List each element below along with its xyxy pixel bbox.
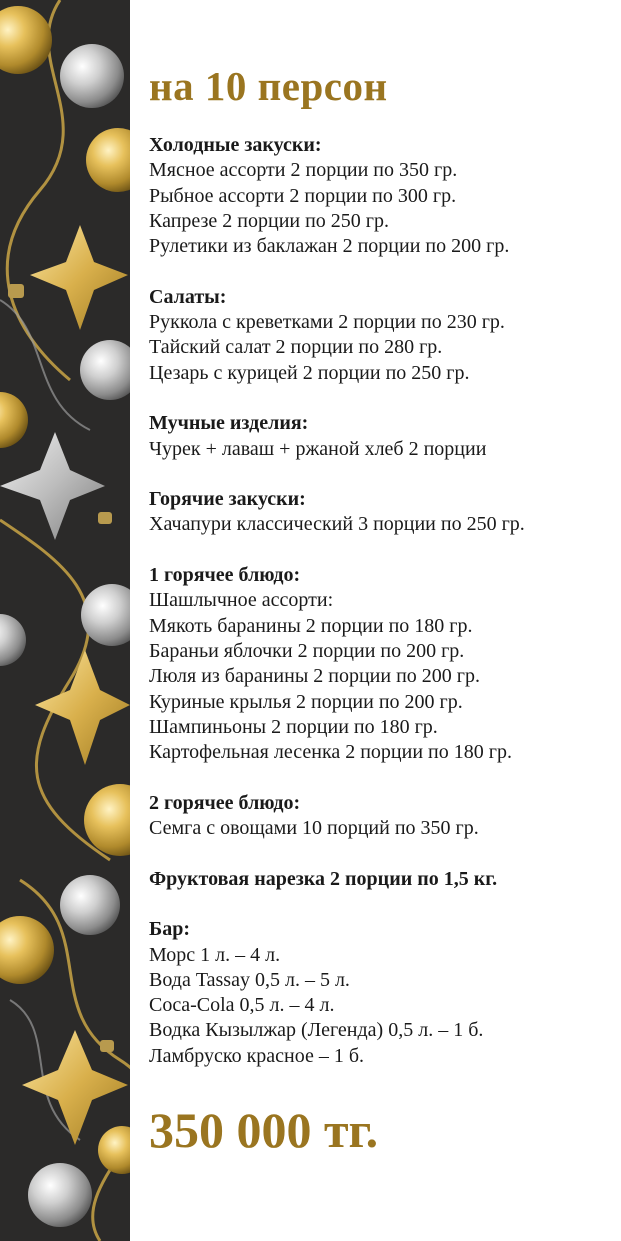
menu-item: Морс 1 л. – 4 л. xyxy=(149,943,281,966)
menu-price: 350 000 тг. xyxy=(149,1102,379,1158)
menu-item: Руккола с креветками 2 порции по 230 гр. xyxy=(149,311,505,334)
menu-section xyxy=(149,487,619,538)
menu-item: Картофельная лесенка 2 порции по 180 гр. xyxy=(149,741,512,764)
menu-section xyxy=(149,917,619,1069)
menu-item: Рыбное ассорти 2 порции по 300 гр. xyxy=(149,184,457,207)
menu-item: Куриные крылья 2 порции по 200 гр. xyxy=(149,690,463,713)
menu-item: Хачапури классический 3 порции по 250 гр. xyxy=(149,513,525,536)
menu-item: Ламбруско красное – 1 б. xyxy=(149,1044,365,1067)
menu-item: Мясное ассорти 2 порции по 350 гр. xyxy=(149,159,458,182)
silver-ball-icon xyxy=(60,44,124,108)
menu-section xyxy=(149,867,619,892)
section-heading: Мучные изделия: xyxy=(149,412,309,435)
christmas-decoration-image xyxy=(0,0,130,1241)
silver-ball-icon xyxy=(28,1163,92,1227)
ornaments-illustration xyxy=(0,0,130,1241)
menu-item: Шашлычное ассорти: xyxy=(149,589,334,612)
menu-item: Семга с овощами 10 порций по 350 гр. xyxy=(149,817,479,840)
section-heading: Бар: xyxy=(149,918,191,941)
section-heading: Салаты: xyxy=(149,285,227,308)
section-heading: Холодные закуски: xyxy=(149,134,322,156)
section-heading: 2 горячее блюдо: xyxy=(149,791,301,814)
menu-item: Чурек + лаваш + ржаной хлеб 2 порции xyxy=(149,437,487,460)
menu-item: Бараньи яблочки 2 порции по 200 гр. xyxy=(149,639,465,662)
menu-item: Люля из баранины 2 порции по 200 гр. xyxy=(149,665,480,688)
menu-item: Вода Tassay 0,5 л. – 5 л. xyxy=(149,968,350,991)
menu-item: Капрезе 2 порции по 250 гр. xyxy=(149,209,390,232)
section-heading: Горячие закуски: xyxy=(149,488,306,511)
section-heading: Фруктовая нарезка 2 порции по 1,5 кг. xyxy=(149,867,498,890)
menu-section xyxy=(149,133,619,259)
menu-item: Тайский салат 2 порции по 280 гр. xyxy=(149,336,443,359)
menu-section xyxy=(149,791,619,842)
menu-item: Шампиньоны 2 порции по 180 гр. xyxy=(149,715,438,738)
menu-section xyxy=(149,285,619,386)
silver-ball-icon xyxy=(60,875,120,935)
menu-item: Coca-Cola 0,5 л. – 4 л. xyxy=(149,994,335,1017)
menu-item: Водка Кызылжар (Легенда) 0,5 л. – 1 б. xyxy=(149,1019,484,1042)
menu-item: Рулетики из баклажан 2 порции по 200 гр. xyxy=(149,235,510,258)
menu-title: на 10 персон xyxy=(149,63,388,109)
menu-item: Цезарь с курицей 2 порции по 250 гр. xyxy=(149,361,470,384)
menu-section xyxy=(149,411,619,462)
menu-sections xyxy=(149,133,619,1094)
menu-item: Мякоть баранины 2 порции по 180 гр. xyxy=(149,614,473,637)
section-heading: 1 горячее блюдо: xyxy=(149,564,301,587)
menu-section xyxy=(149,563,619,765)
